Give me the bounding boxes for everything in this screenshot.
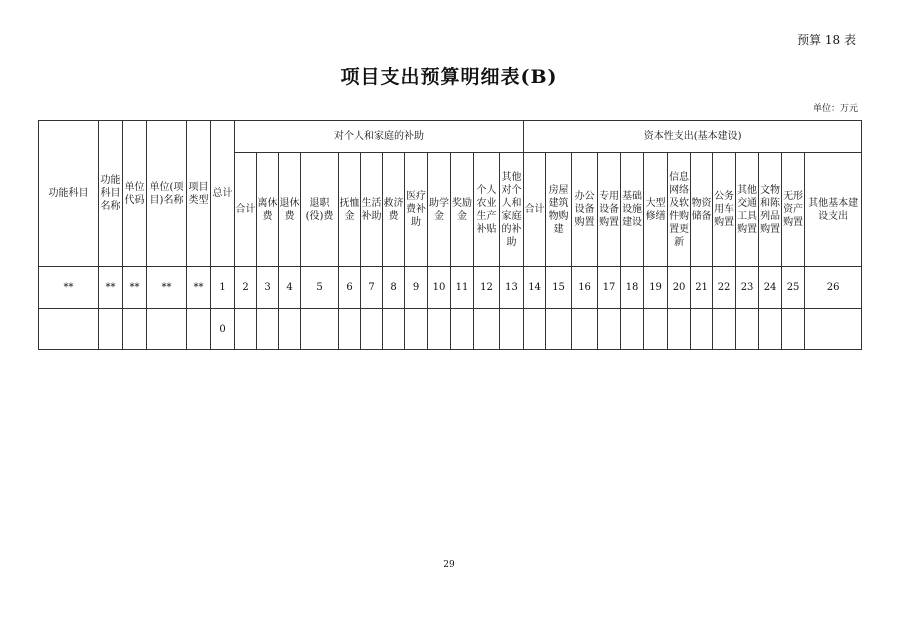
code-cell: 20 [668,267,691,309]
header-medical-subsidy: 医疗费补助 [405,153,428,267]
data-cell [572,309,598,350]
header-unit-code: 单位代码 [123,121,147,267]
data-cell [668,309,691,350]
code-cell: 10 [428,267,451,309]
code-cell: 22 [713,267,736,309]
code-cell: 1 [211,267,235,309]
header-functional-subject: 功能科目 [39,121,99,267]
data-cell [500,309,524,350]
data-cell [759,309,782,350]
data-cell [147,309,187,350]
code-cell: ** [147,267,187,309]
code-cell: 14 [524,267,546,309]
data-cell [598,309,621,350]
header-other-individual-subsidy: 其他对个人和家庭的补助 [500,153,524,267]
header-special-equipment: 专用设备购置 [598,153,621,267]
code-cell: ** [123,267,147,309]
header-intangible-assets: 无形资产购置 [782,153,805,267]
code-cell: 9 [405,267,428,309]
data-cell [279,309,301,350]
header-capital-subtotal: 合计 [524,153,546,267]
data-cell [99,309,123,350]
data-cell [405,309,428,350]
header-other-capital: 其他基本建设支出 [805,153,862,267]
data-cell [713,309,736,350]
data-cell [257,309,279,350]
unit-label: 单位：万元 [812,104,858,114]
budget-detail-table [38,120,862,350]
data-cell [691,309,713,350]
data-cell [123,309,147,350]
code-cell: 23 [736,267,759,309]
header-living-subsidy: 生活补助 [361,153,383,267]
code-cell: 15 [546,267,572,309]
code-cell: 12 [474,267,500,309]
page-number: 29 [443,560,455,570]
header-total: 总计 [211,121,235,267]
header-other-transport: 其他交通工具购置 [736,153,759,267]
data-cell [451,309,474,350]
group-header-row [39,121,862,153]
code-cell: 13 [500,267,524,309]
header-infrastructure: 基础设施建设 [621,153,644,267]
header-agricultural-subsidy: 个人农业生产补贴 [474,153,500,267]
data-cell [736,309,759,350]
data-cell [383,309,405,350]
table-number: 预算 18 表 [797,33,856,47]
header-rewards: 奖励金 [451,153,474,267]
header-student-aid: 助学金 [428,153,451,267]
header-retirement: 退休费 [279,153,301,267]
data-cell [474,309,500,350]
code-cell: 6 [339,267,361,309]
code-cell: 21 [691,267,713,309]
data-cell [301,309,339,350]
data-cell [39,309,99,350]
code-cell: ** [39,267,99,309]
header-unit-project-name: 单位(项目)名称 [147,121,187,267]
data-cell [187,309,211,350]
data-cell [621,309,644,350]
header-material-reserve: 物资储备 [691,153,713,267]
code-cell: 2 [235,267,257,309]
data-cell-total: 0 [211,309,235,350]
page-title: 项目支出预算明细表(B) [340,66,558,88]
data-cell [546,309,572,350]
code-cell: 4 [279,267,301,309]
data-cell [524,309,546,350]
code-cell: 18 [621,267,644,309]
data-cell [235,309,257,350]
group-capital-expenditure: 资本性支出(基本建设) [524,121,862,153]
header-functional-subject-name: 功能科目名称 [99,121,123,267]
code-cell: 25 [782,267,805,309]
header-retirement-veteran: 离休费 [257,153,279,267]
header-major-repairs: 大型修缮 [644,153,668,267]
header-building-construction: 房屋建筑物购建 [546,153,572,267]
data-cell [805,309,862,350]
code-cell: 16 [572,267,598,309]
header-cultural-relics: 文物和陈列品购置 [759,153,782,267]
code-cell: 24 [759,267,782,309]
code-cell: 5 [301,267,339,309]
header-individual-subtotal: 合计 [235,153,257,267]
header-resignation: 退职(役)费 [301,153,339,267]
code-cell: 17 [598,267,621,309]
code-cell: 3 [257,267,279,309]
code-cell: ** [99,267,123,309]
header-project-type: 项目类型 [187,121,211,267]
group-individual-subsidy: 对个人和家庭的补助 [235,121,524,153]
code-cell: 11 [451,267,474,309]
data-row [39,309,862,350]
data-cell [644,309,668,350]
data-cell [339,309,361,350]
code-cell: 7 [361,267,383,309]
code-row [39,267,862,309]
data-cell [428,309,451,350]
header-relief: 救济费 [383,153,405,267]
code-cell: 26 [805,267,862,309]
header-pension: 抚恤金 [339,153,361,267]
header-official-vehicle: 公务用车购置 [713,153,736,267]
code-cell: 19 [644,267,668,309]
code-cell: 8 [383,267,405,309]
data-cell [782,309,805,350]
code-cell: ** [187,267,211,309]
data-cell [361,309,383,350]
header-office-equipment: 办公设备购置 [572,153,598,267]
header-it-software: 信息网络及软件购置更新 [668,153,691,267]
